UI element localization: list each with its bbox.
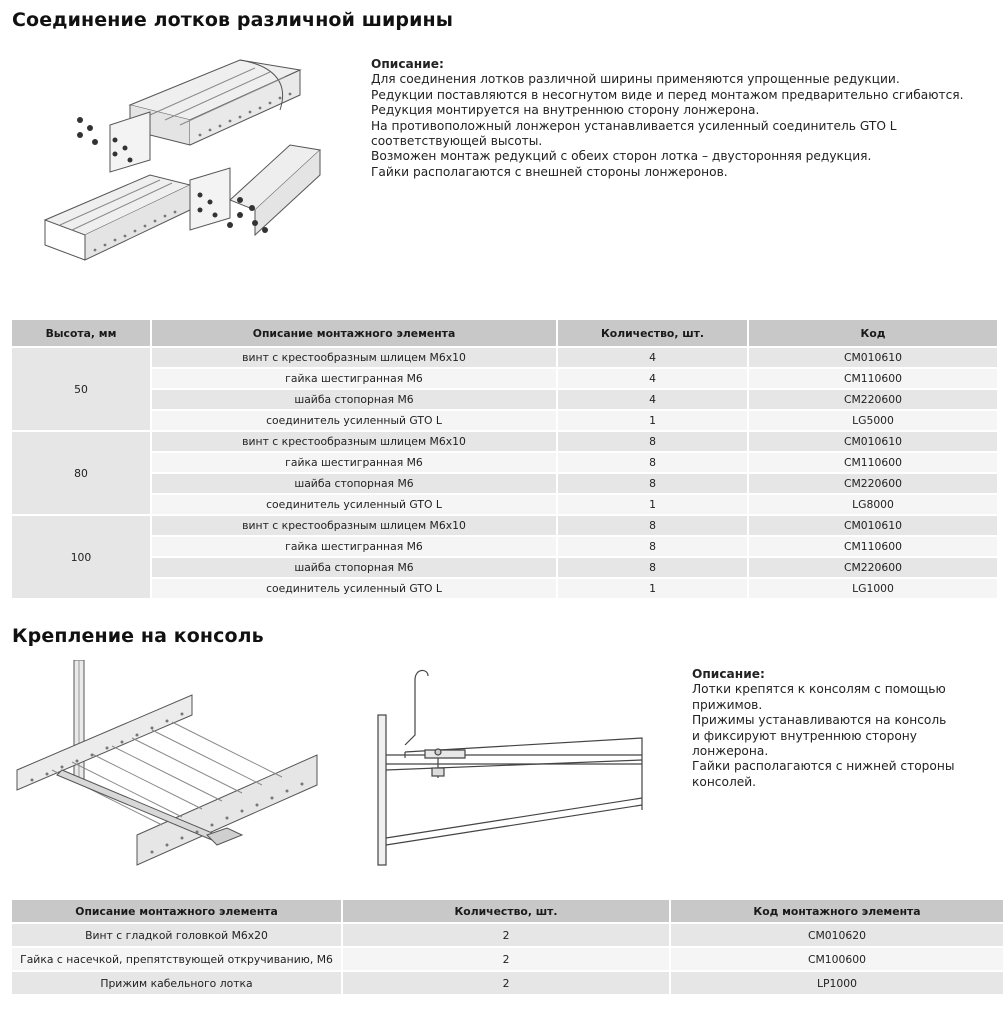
table-row <box>11 578 998 599</box>
table-header-row <box>11 319 998 347</box>
table-row <box>11 557 998 578</box>
tray-reduction-illustration <box>40 50 340 290</box>
table-row <box>11 536 998 557</box>
description-cell: шайба стопорная М6 <box>151 389 557 410</box>
table-row <box>11 410 998 431</box>
table-row <box>11 473 998 494</box>
table-row <box>11 947 1004 971</box>
description-cell: Винт с гладкой головкой М6х20 <box>11 923 342 947</box>
quantity-cell: 8 <box>557 473 748 494</box>
description-line: соответствующей высоты. <box>371 134 543 149</box>
table-row <box>11 971 1004 995</box>
description-line: Редукция монтируется на внутреннюю сторону лонжерона. <box>371 103 760 118</box>
description-cell: винт с крестообразным шлицем М6х10 <box>151 515 557 536</box>
code-cell: LP1000 <box>670 971 1004 995</box>
code-cell: CM110600 <box>748 536 998 557</box>
quantity-cell: 8 <box>557 515 748 536</box>
section2-description <box>692 667 954 790</box>
code-cell: CM010610 <box>748 515 998 536</box>
header-description: Описание монтажного элемента <box>11 899 342 923</box>
table-row <box>11 452 998 473</box>
console-side-view-illustration <box>370 660 655 875</box>
code-cell: CM110600 <box>748 368 998 389</box>
header-code: Код <box>748 319 998 347</box>
description-cell: гайка шестигранная М6 <box>151 536 557 557</box>
description-line: Для соединения лотков различной ширины применяются упрощенные редукции. <box>371 72 900 87</box>
description-line: На противоположный лонжерон устанавливается усиленный соединитель GTO L <box>371 118 897 133</box>
header-quantity: Количество, шт. <box>557 319 748 347</box>
description-line: Прижимы устанавливаются на консоль <box>692 713 947 728</box>
description-line: Лотки крепятся к консолям с помощью <box>692 682 946 697</box>
description-cell: соединитель усиленный GTO L <box>151 410 557 431</box>
code-cell: CM220600 <box>748 389 998 410</box>
description-label: Описание: <box>371 57 444 71</box>
quantity-cell: 8 <box>557 431 748 452</box>
quantity-cell: 8 <box>557 452 748 473</box>
table-header-row <box>11 899 1004 923</box>
code-cell: CM010620 <box>670 923 1004 947</box>
quantity-cell: 4 <box>557 368 748 389</box>
description-cell: Прижим кабельного лотка <box>11 971 342 995</box>
description-cell: Гайка с насечкой, препятствующей откручиванию, М6 <box>11 947 342 971</box>
code-cell: CM110600 <box>748 452 998 473</box>
quantity-cell: 2 <box>342 947 670 971</box>
description-cell: соединитель усиленный GTO L <box>151 494 557 515</box>
table-row <box>11 515 998 536</box>
header-description: Описание монтажного элемента <box>151 319 557 347</box>
description-cell: винт с крестообразным шлицем М6х10 <box>151 347 557 368</box>
description-cell: шайба стопорная М6 <box>151 557 557 578</box>
table-row <box>11 368 998 389</box>
section1-description <box>371 57 963 180</box>
quantity-cell: 1 <box>557 410 748 431</box>
description-cell: винт с крестообразным шлицем М6х10 <box>151 431 557 452</box>
description-line: Возможен монтаж редукций с обеих сторон лотка – двусторонняя редукция. <box>371 149 872 164</box>
height-cell: 100 <box>11 515 151 599</box>
description-cell: шайба стопорная М6 <box>151 473 557 494</box>
reduction-parts-table <box>10 318 999 600</box>
description-line: Гайки располагаются с нижней стороны <box>692 759 955 774</box>
description-line: лонжерона. <box>692 744 769 759</box>
table-row <box>11 389 998 410</box>
quantity-cell: 2 <box>342 971 670 995</box>
code-cell: CM100600 <box>670 947 1004 971</box>
height-cell: 80 <box>11 431 151 515</box>
description-line: Гайки располагаются с внешней стороны лонжеронов. <box>371 164 728 179</box>
console-parts-table <box>10 898 1005 996</box>
header-height: Высота, мм <box>11 319 151 347</box>
description-cell: гайка шестигранная М6 <box>151 452 557 473</box>
quantity-cell: 1 <box>557 494 748 515</box>
height-cell: 50 <box>11 347 151 431</box>
section-title-console-mounting: Крепление на консоль <box>12 625 264 647</box>
code-cell: LG8000 <box>748 494 998 515</box>
quantity-cell: 4 <box>557 347 748 368</box>
quantity-cell: 8 <box>557 536 748 557</box>
header-quantity: Количество, шт. <box>342 899 670 923</box>
table-row <box>11 494 998 515</box>
code-cell: LG1000 <box>748 578 998 599</box>
table-row <box>11 347 998 368</box>
description-cell: гайка шестигранная М6 <box>151 368 557 389</box>
quantity-cell: 4 <box>557 389 748 410</box>
code-cell: CM220600 <box>748 473 998 494</box>
description-cell: соединитель усиленный GTO L <box>151 578 557 599</box>
table-row <box>11 431 998 452</box>
quantity-cell: 8 <box>557 557 748 578</box>
description-label: Описание: <box>692 667 765 681</box>
quantity-cell: 2 <box>342 923 670 947</box>
quantity-cell: 1 <box>557 578 748 599</box>
description-line: консолей. <box>692 774 757 789</box>
code-cell: CM010610 <box>748 347 998 368</box>
code-cell: LG5000 <box>748 410 998 431</box>
section-title-tray-joining: Соединение лотков различной ширины <box>12 9 454 31</box>
header-code: Код монтажного элемента <box>670 899 1004 923</box>
table-row <box>11 923 1004 947</box>
console-mounting-illustration <box>12 660 332 875</box>
description-line: и фиксируют внутреннюю сторону <box>692 728 917 743</box>
code-cell: CM010610 <box>748 431 998 452</box>
description-line: Редукции поставляются в несогнутом виде и перед монтажом предварительно сгибаются. <box>371 87 964 102</box>
code-cell: CM220600 <box>748 557 998 578</box>
description-line: прижимов. <box>692 697 763 712</box>
